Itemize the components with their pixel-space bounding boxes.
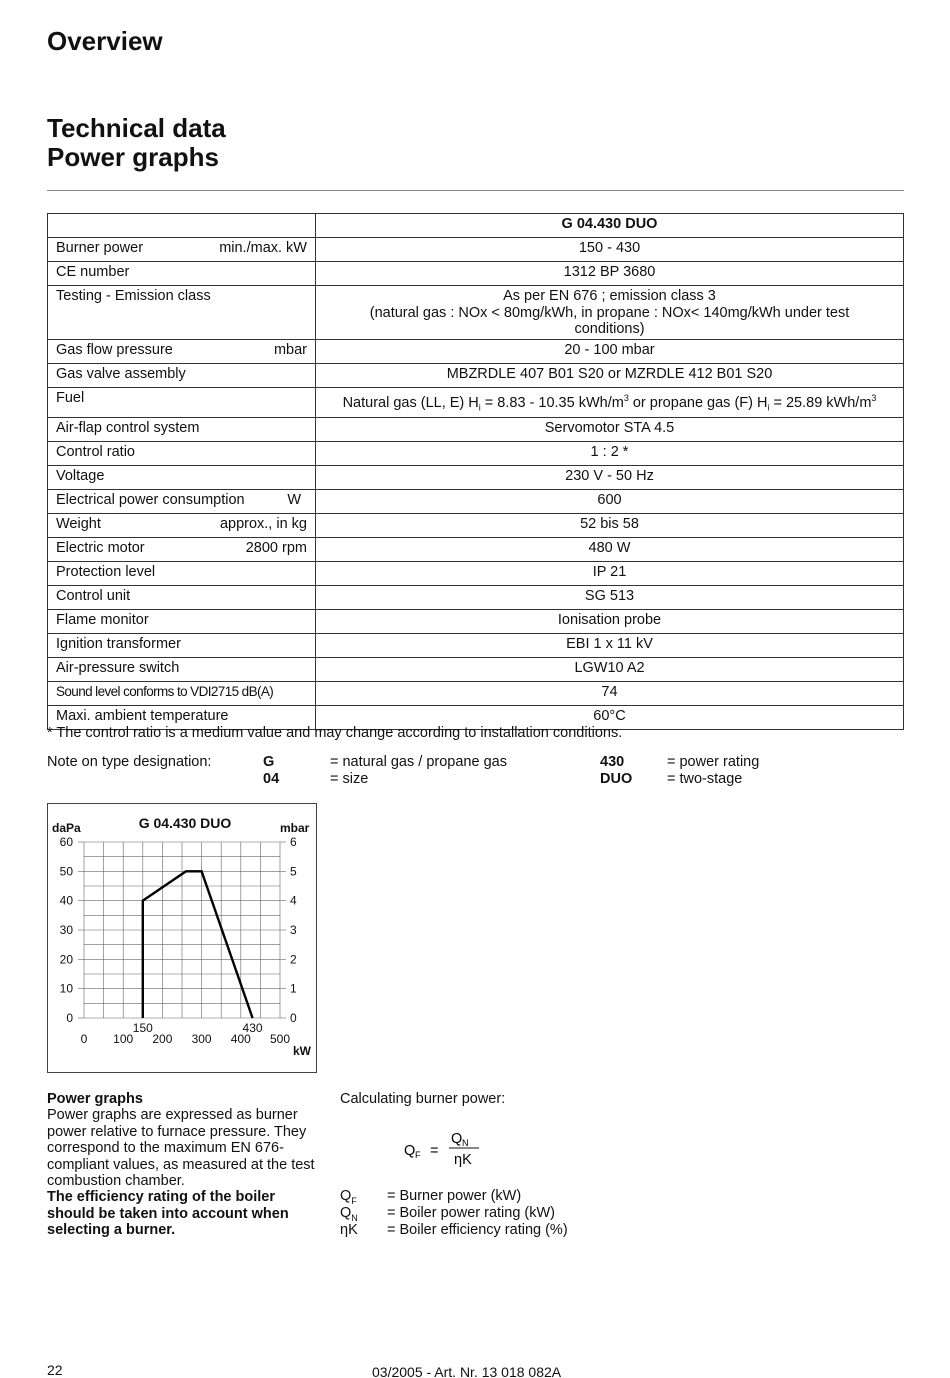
- x-tick-label: 100: [113, 1032, 134, 1046]
- row-value: 480 W: [316, 537, 904, 561]
- power-graphs-body: Power graphs are expressed as burner power relative to furnace pressure. They correspond to the maximum EN 676-compliant values, as measured at the test combustion chamber.: [47, 1107, 315, 1190]
- type-code: 04: [263, 770, 280, 787]
- row-label: Flame monitor: [48, 609, 316, 633]
- row-value: SG 513: [316, 585, 904, 609]
- x-tick-label: 0: [80, 1032, 88, 1046]
- row-unit: 2800 rpm: [245, 539, 307, 556]
- table-row: [48, 387, 904, 417]
- title-line-2: Power graphs: [47, 142, 219, 172]
- row-label: Voltage: [48, 465, 316, 489]
- row-value: 600: [316, 489, 904, 513]
- row-label: Maxi. ambient temperature: [48, 705, 316, 729]
- y-tick-label-right: 1: [290, 981, 297, 996]
- table-row: [48, 363, 904, 387]
- y-tick-label-left: 30: [59, 923, 73, 937]
- type-code: 430: [600, 754, 625, 770]
- type-code: DUO: [600, 770, 633, 787]
- x-axis-label: kW: [293, 1044, 311, 1058]
- row-value: 74: [316, 681, 904, 705]
- chart-title: G 04.430 DUO: [138, 815, 232, 831]
- section-title: Overview: [47, 26, 163, 56]
- y-tick-label-left: 50: [59, 864, 73, 879]
- type-desc: = natural gas / propane gas: [330, 754, 507, 770]
- calc-title: Calculating burner power:: [340, 1091, 506, 1107]
- table-row: [48, 681, 904, 705]
- x-tick-label: 400: [230, 1032, 251, 1046]
- table-row: [48, 441, 904, 465]
- page-number: 22: [47, 1362, 63, 1378]
- row-label: Electrical power consumption: [56, 491, 245, 508]
- table-row: [48, 286, 904, 340]
- y-tick-label-right: 5: [290, 864, 297, 879]
- y-axis-label-right: mbar: [280, 821, 310, 835]
- y-tick-label-left: 0: [66, 1011, 73, 1025]
- row-value: 20 - 100 mbar: [316, 339, 904, 363]
- x-tick-label: 300: [191, 1032, 212, 1046]
- table-row: [48, 609, 904, 633]
- table-row: [48, 633, 904, 657]
- row-unit: W: [287, 491, 301, 508]
- row-label: Control ratio: [48, 441, 316, 465]
- legend-row: $Q_N$ = Boiler power rating (kW): [340, 1205, 556, 1223]
- row-label: Weight: [56, 515, 101, 532]
- annotation-max: 430: [242, 1021, 263, 1035]
- row-value: 52 bis 58: [316, 513, 904, 537]
- row-value: 1 : 2 *: [316, 441, 904, 465]
- row-value: IP 21: [316, 561, 904, 585]
- row-value: [316, 286, 904, 340]
- row-label: Gas valve assembly: [48, 363, 316, 387]
- table-row: [48, 465, 904, 489]
- type-note-label: Note on type designation:: [47, 754, 212, 770]
- table-header-row: [48, 214, 904, 238]
- row-value: 60°C: [316, 705, 904, 729]
- y-tick-label-left: 60: [59, 835, 73, 849]
- y-tick-label-right: 4: [290, 893, 297, 908]
- table-row: [48, 585, 904, 609]
- row-value: 230 V - 50 Hz: [316, 465, 904, 489]
- power-graphs-note: The efficiency rating of the boiler should be taken into account when selecting a burner.: [47, 1189, 289, 1239]
- y-tick-label-right: 0: [290, 1011, 297, 1025]
- power-graphs-heading: Power graphs: [47, 1091, 143, 1107]
- page-title: [47, 114, 226, 172]
- divider: [47, 190, 904, 191]
- technical-data-table: [47, 213, 904, 730]
- row-label: Gas flow pressure: [56, 341, 173, 358]
- table-row: [48, 657, 904, 681]
- table-row: [48, 417, 904, 441]
- table-row: [48, 262, 904, 286]
- row-label: Protection level: [48, 561, 316, 585]
- row-value: Natural gas (LL, E) $H_i = 8.83 - 10.35$ kWh/$m^3$ or propane gas (F) $H_i = 25.89$ kWh/$m^3$: [316, 387, 904, 417]
- y-axis-label-left: daPa: [52, 821, 81, 835]
- formula-lhs-sub: F: [415, 1150, 421, 1160]
- row-unit: min./max. kW: [219, 240, 307, 256]
- row-label: Control unit: [48, 585, 316, 609]
- table-row: [48, 513, 904, 537]
- power-graph: [47, 803, 317, 1073]
- formula: [404, 1131, 494, 1177]
- row-value: LGW10 A2: [316, 657, 904, 681]
- title-line-1: Technical data: [47, 113, 226, 143]
- table-row: [48, 489, 904, 513]
- formula-num: Q: [451, 1131, 463, 1147]
- row-label: Burner power: [56, 240, 144, 256]
- table-row: [48, 537, 904, 561]
- y-tick-label-right: 2: [290, 952, 297, 967]
- row-value: Servomotor STA 4.5: [316, 417, 904, 441]
- row-label: Electric motor: [56, 539, 145, 556]
- row-value: EBI 1 x 11 kV: [316, 633, 904, 657]
- y-tick-label-left: 20: [59, 952, 73, 967]
- row-value: MBZRDLE 407 B01 S20 or MZRDLE 412 B01 S20: [316, 363, 904, 387]
- formula-eq: =: [430, 1143, 439, 1159]
- row-label: Fuel: [48, 387, 316, 417]
- row-value: 150 - 430: [316, 238, 904, 262]
- table-row: [48, 238, 904, 262]
- footer-text: 03/2005 - Art. Nr. 13 018 082A: [372, 1364, 562, 1378]
- model-header: G 04.430 DUO: [316, 214, 904, 238]
- table-row: [48, 339, 904, 363]
- legend-row: ηK = Boiler efficiency rating (%): [340, 1222, 568, 1238]
- formula-svg: [404, 1131, 494, 1173]
- row-value: 1312 BP 3680: [316, 262, 904, 286]
- power-graphs-text: [47, 1091, 317, 1239]
- formula-lhs: Q: [404, 1143, 416, 1159]
- row-label: Sound level conforms to VDI2715 dB(A): [48, 681, 316, 705]
- value-line: conditions): [574, 321, 645, 337]
- value-line: As per EN 676 ; emission class 3: [503, 288, 716, 304]
- type-desc: = two-stage: [667, 770, 743, 787]
- legend-row: $Q_F$ = Burner power (kW): [340, 1188, 522, 1206]
- y-tick-label-right: 6: [290, 835, 297, 849]
- y-tick-label-right: 3: [290, 923, 297, 937]
- y-tick-label-left: 10: [59, 981, 73, 996]
- formula-den: ηK: [454, 1152, 472, 1168]
- formula-num-sub: N: [462, 1138, 469, 1148]
- row-value: Ionisation probe: [316, 609, 904, 633]
- row-label: Air-flap control system: [48, 417, 316, 441]
- type-desc: = power rating: [667, 754, 760, 770]
- x-tick-label: 200: [152, 1032, 173, 1046]
- x-tick-label: 500: [269, 1032, 291, 1046]
- row-label: CE number: [48, 262, 316, 286]
- power-graph-svg: [48, 804, 318, 1074]
- row-label: Testing - Emission class: [48, 286, 316, 340]
- value-line: (natural gas : NOx < 80mg/kWh, in propane : NOx< 140mg/kWh under test: [369, 304, 850, 321]
- type-desc: = size: [330, 770, 369, 787]
- row-unit: mbar: [273, 341, 307, 358]
- type-code: G: [263, 754, 275, 770]
- annotation-min: 150: [132, 1021, 153, 1035]
- y-tick-label-left: 40: [59, 893, 73, 908]
- row-unit: approx., in kg: [219, 515, 307, 532]
- table-row: [48, 561, 904, 585]
- row-label: Air-pressure switch: [48, 657, 316, 681]
- table-footnote: * The control ratio is a medium value and may change according to installation conditions.: [47, 725, 623, 741]
- row-label: Ignition transformer: [48, 633, 316, 657]
